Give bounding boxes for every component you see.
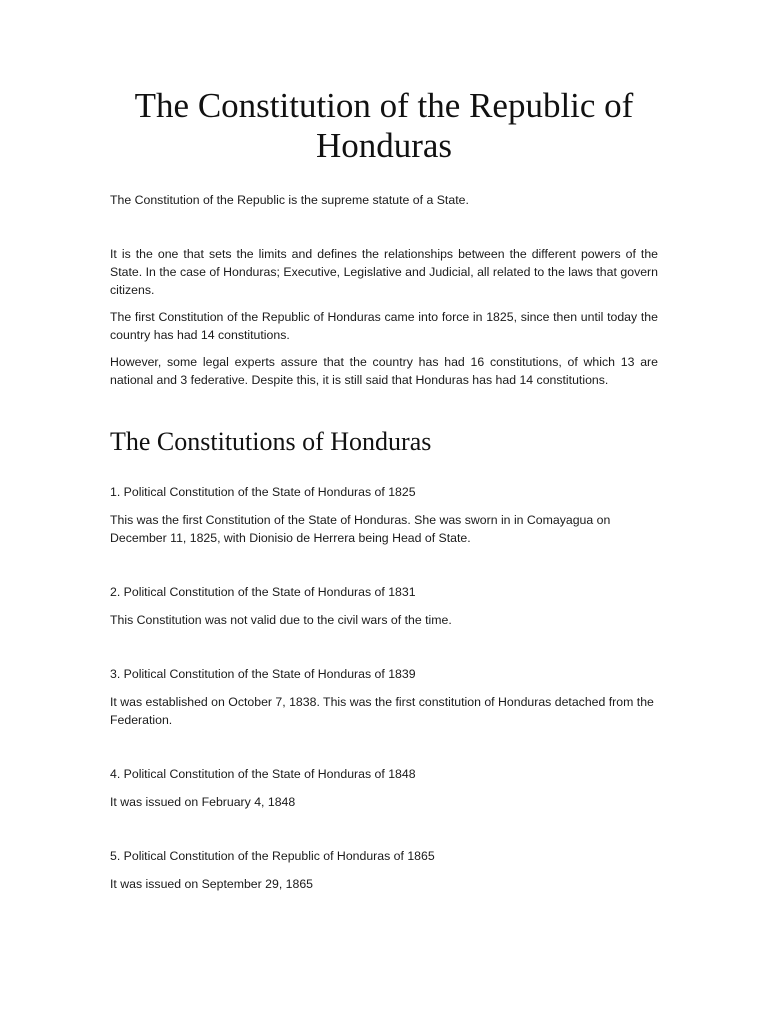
constitution-4-text: It was issued on February 4, 1848 [110,795,296,809]
constitution-2-text: This Constitution was not valid due to the civil wars of the time. [110,613,452,627]
constitution-1-heading: 1. Political Constitution of the State of Honduras of 1825 [110,485,416,499]
constitution-3-text: It was established on October 7, 1838. This was the first constitution of Honduras detached from the Federation. [110,695,654,727]
document-title: The Constitution of the Republic of Honduras [134,86,634,165]
intro-paragraph-1: The Constitution of the Republic is the supreme statute of a State. [110,193,469,207]
intro-paragraph-2: It is the one that sets the limits and defines the relationships between the different powers of the State. In the case of Honduras; Executive, Legislative and Judicial, all related to the laws that govern citizens. [110,247,658,297]
constitution-4-heading: 4. Political Constitution of the State of Honduras of 1848 [110,767,416,781]
intro-paragraph-4: However, some legal experts assure that the country has had 16 constitutions, of which 13 are national and 3 federative. Despite this, it is still said that Honduras has had 14 constitutions. [110,355,658,387]
intro-paragraph-3: The first Constitution of the Republic of Honduras came into force in 1825, since then until today the country has had 14 constitutions. [110,310,658,342]
constitution-5-text: It was issued on September 29, 1865 [110,877,314,891]
section-heading: The Constitutions of Honduras [110,427,432,456]
constitution-5-heading: 5. Political Constitution of the Republic of Honduras of 1865 [110,849,435,863]
constitution-3-heading: 3. Political Constitution of the State of Honduras of 1839 [110,667,416,681]
constitution-1-text: This was the first Constitution of the State of Honduras. She was sworn in in Comayagua on December 11, 1825, with Dionisio de Herrera being Head of State. [110,513,611,545]
constitution-2-heading: 2. Political Constitution of the State of Honduras of 1831 [110,585,416,599]
